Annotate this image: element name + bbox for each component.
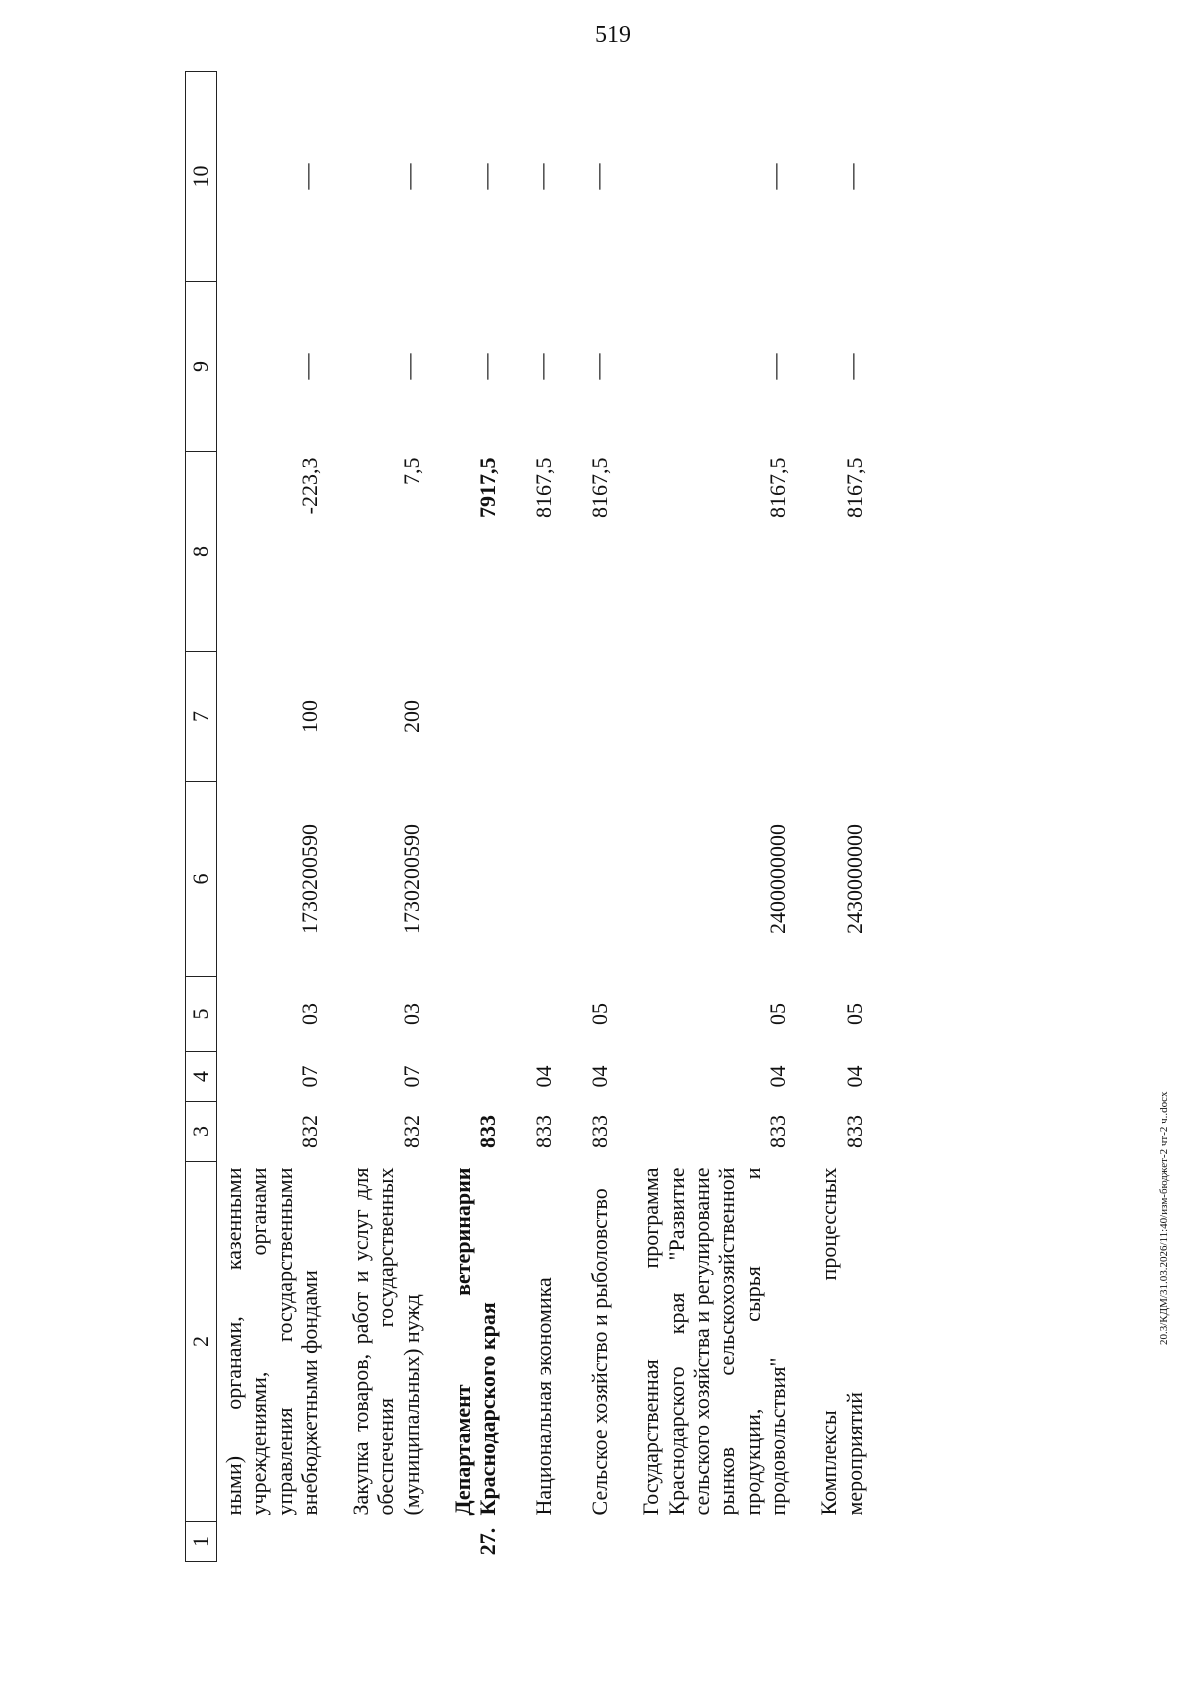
- amount-col9-cell: —: [582, 353, 612, 380]
- ministry-code-cell: 833: [841, 1115, 867, 1148]
- page-number: 519: [595, 22, 631, 48]
- target-article-cell: 2400000000: [764, 824, 790, 934]
- amount-col9-cell: —: [836, 353, 866, 380]
- expense-type-cell: 100: [296, 700, 322, 733]
- amount-col10-cell: —: [836, 163, 866, 190]
- table-row: [326, 72, 428, 1562]
- row-number-cell: [326, 1522, 428, 1562]
- table-row: [794, 72, 871, 1562]
- row-number-cell: 27.: [475, 1527, 501, 1556]
- table-header-row: [186, 72, 217, 1562]
- target-article-cell: 2430000000: [841, 824, 867, 934]
- table-row: [505, 72, 561, 1562]
- amount-col9-cell: —: [394, 353, 424, 380]
- subsection-code-cell: [428, 977, 505, 1052]
- column-header: 5: [186, 977, 217, 1052]
- amount-col10-cell: —: [526, 163, 556, 190]
- row-name-cell: Закупка товаров, работ и услуг для обеспечения государственных (муниципальных) нужд: [348, 1167, 424, 1516]
- subsection-code-cell: 05: [764, 1003, 790, 1025]
- expense-type-cell: [428, 652, 505, 782]
- row-name-cell: Комплексы процессных мероприятий: [816, 1167, 867, 1516]
- target-article-cell: [505, 782, 561, 977]
- amount-cell: 8167,5: [841, 457, 867, 518]
- amount-col10-cell: —: [582, 163, 612, 190]
- section-code-cell: 04: [531, 1065, 557, 1088]
- table-row: [561, 72, 617, 1562]
- ministry-code-cell: 833: [764, 1115, 790, 1148]
- subsection-code-cell: 05: [841, 1003, 867, 1025]
- section-code-cell: 07: [296, 1065, 322, 1088]
- row-number-cell: [794, 1522, 871, 1562]
- section-code-cell: 07: [398, 1065, 424, 1088]
- ministry-code-cell: 832: [398, 1115, 424, 1148]
- row-name-cell: Государственная программа Краснодарского края "Развитие сельского хозяйства и регулирование рынков сельскохозяйственной продукции, сырья и продовольствия": [638, 1167, 790, 1516]
- section-code-cell: [428, 1052, 505, 1102]
- expense-type-cell: [616, 652, 794, 782]
- budget-table: [185, 71, 871, 1562]
- ministry-code-cell: 833: [531, 1115, 557, 1148]
- document-footer: 20.3/КДМ/31.03.2026/11:40/изм-бюджет-2 чт-2 ч..docx: [1158, 1091, 1170, 1345]
- rotated-table-area: [185, 72, 995, 1562]
- table-row: [616, 72, 794, 1562]
- row-number-cell: [616, 1522, 794, 1562]
- subsection-code-cell: 03: [296, 1003, 322, 1025]
- amount-col9-cell: —: [470, 353, 500, 380]
- section-code-cell: 04: [764, 1065, 790, 1088]
- amount-col10-cell: —: [292, 163, 322, 190]
- amount-cell: 8167,5: [764, 457, 790, 518]
- row-number-cell: [561, 1522, 617, 1562]
- target-article-cell: 1730200590: [398, 824, 424, 934]
- amount-cell: 8167,5: [531, 457, 557, 518]
- section-code-cell: 04: [587, 1065, 613, 1088]
- column-header: 7: [186, 652, 217, 782]
- amount-col9-cell: —: [760, 353, 790, 380]
- subsection-code-cell: [505, 977, 561, 1052]
- amount-cell: -223,3: [296, 457, 322, 515]
- row-number-cell: [505, 1522, 561, 1562]
- amount-col10-cell: —: [394, 163, 424, 190]
- amount-col9-cell: —: [292, 353, 322, 380]
- ministry-code-cell: 832: [296, 1115, 322, 1148]
- column-header: 10: [186, 72, 217, 282]
- table-row: [428, 72, 505, 1562]
- amount-col9-cell: —: [526, 353, 556, 380]
- column-header: 8: [186, 452, 217, 652]
- amount-cell: 7917,5: [475, 457, 501, 518]
- amount-col10-cell: —: [470, 163, 500, 190]
- ministry-code-cell: 833: [587, 1115, 613, 1148]
- section-code-cell: 04: [841, 1065, 867, 1088]
- amount-col10-cell: —: [760, 163, 790, 190]
- row-number-cell: [217, 1522, 327, 1562]
- expense-type-cell: [794, 652, 871, 782]
- row-name-cell: Сельское хозяйство и рыболовство: [587, 1188, 613, 1516]
- column-header: 4: [186, 1052, 217, 1102]
- expense-type-cell: [561, 652, 617, 782]
- ministry-code-cell: 833: [475, 1115, 501, 1148]
- column-header: 6: [186, 782, 217, 977]
- target-article-cell: [428, 782, 505, 977]
- amount-cell: 7,5: [398, 457, 424, 485]
- table-row: [217, 72, 327, 1562]
- column-header: 1: [186, 1522, 217, 1562]
- column-header: 2: [186, 1162, 217, 1522]
- expense-type-cell: [505, 652, 561, 782]
- target-article-cell: 1730200590: [296, 824, 322, 934]
- row-name-cell: Национальная экономика: [531, 1277, 557, 1516]
- row-name-cell: Департамент ветеринарии Краснодарского края: [450, 1167, 501, 1516]
- table-body: [217, 72, 871, 1562]
- column-header: 9: [186, 282, 217, 452]
- row-name-cell: ными) органами, казенными учреждениями, органами управления государственными внебюджетными фондами: [221, 1167, 322, 1516]
- amount-cell: 8167,5: [587, 457, 613, 518]
- subsection-code-cell: 05: [587, 1003, 613, 1025]
- target-article-cell: [561, 782, 617, 977]
- column-header: 3: [186, 1102, 217, 1162]
- expense-type-cell: 200: [398, 700, 424, 733]
- subsection-code-cell: 03: [398, 1003, 424, 1025]
